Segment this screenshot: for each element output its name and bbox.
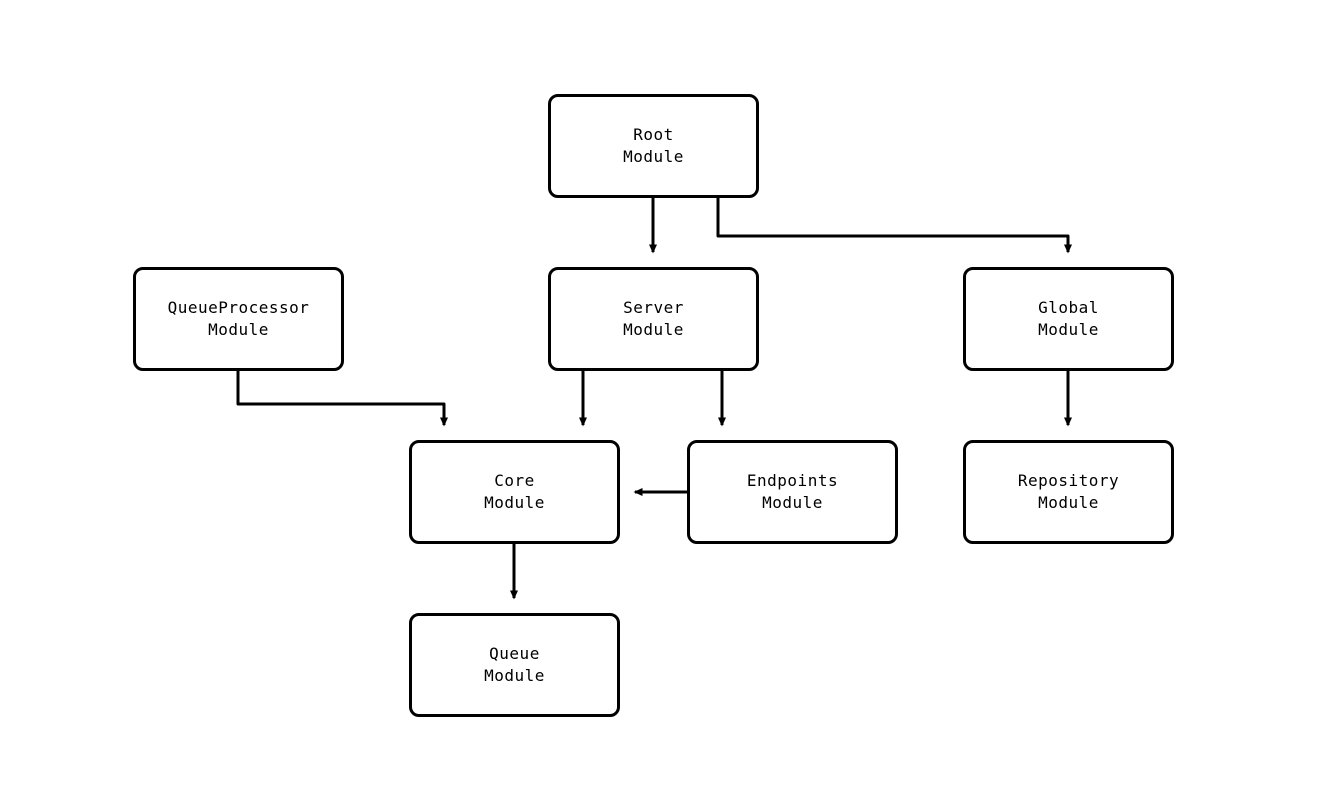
node-queue-label-line1: Queue <box>489 644 540 663</box>
node-root-label-line2: Module <box>623 147 684 166</box>
node-queueprocessor-label-line2: Module <box>208 320 269 339</box>
edge-queueprocessor-core <box>238 371 444 425</box>
node-global[interactable] <box>963 267 1174 371</box>
node-queue[interactable] <box>409 613 620 717</box>
node-endpoints-label-line1: Endpoints <box>746 471 839 490</box>
node-queue-label-line2: Module <box>484 666 545 685</box>
node-queueprocessor-label-line1: QueueProcessor <box>167 298 310 317</box>
node-global-label-line1: Global <box>1038 298 1099 317</box>
node-endpoints[interactable] <box>687 440 898 544</box>
edge-root-global <box>718 198 1068 252</box>
node-repository-label-line1: Repository <box>1017 471 1120 490</box>
node-repository-label-line2: Module <box>1038 493 1099 512</box>
node-server[interactable] <box>548 267 759 371</box>
node-endpoints-label-line2: Module <box>762 493 823 512</box>
node-core[interactable] <box>409 440 620 544</box>
node-root-label-line1: Root <box>633 125 674 144</box>
node-core-label-line1: Core <box>494 471 535 490</box>
node-server-label-line1: Server <box>623 298 684 317</box>
node-core-label-line2: Module <box>484 493 545 512</box>
node-global-label-line2: Module <box>1038 320 1099 339</box>
node-repository[interactable] <box>963 440 1174 544</box>
node-root[interactable] <box>548 94 759 198</box>
node-queueprocessor[interactable] <box>133 267 344 371</box>
node-server-label-line2: Module <box>623 320 684 339</box>
